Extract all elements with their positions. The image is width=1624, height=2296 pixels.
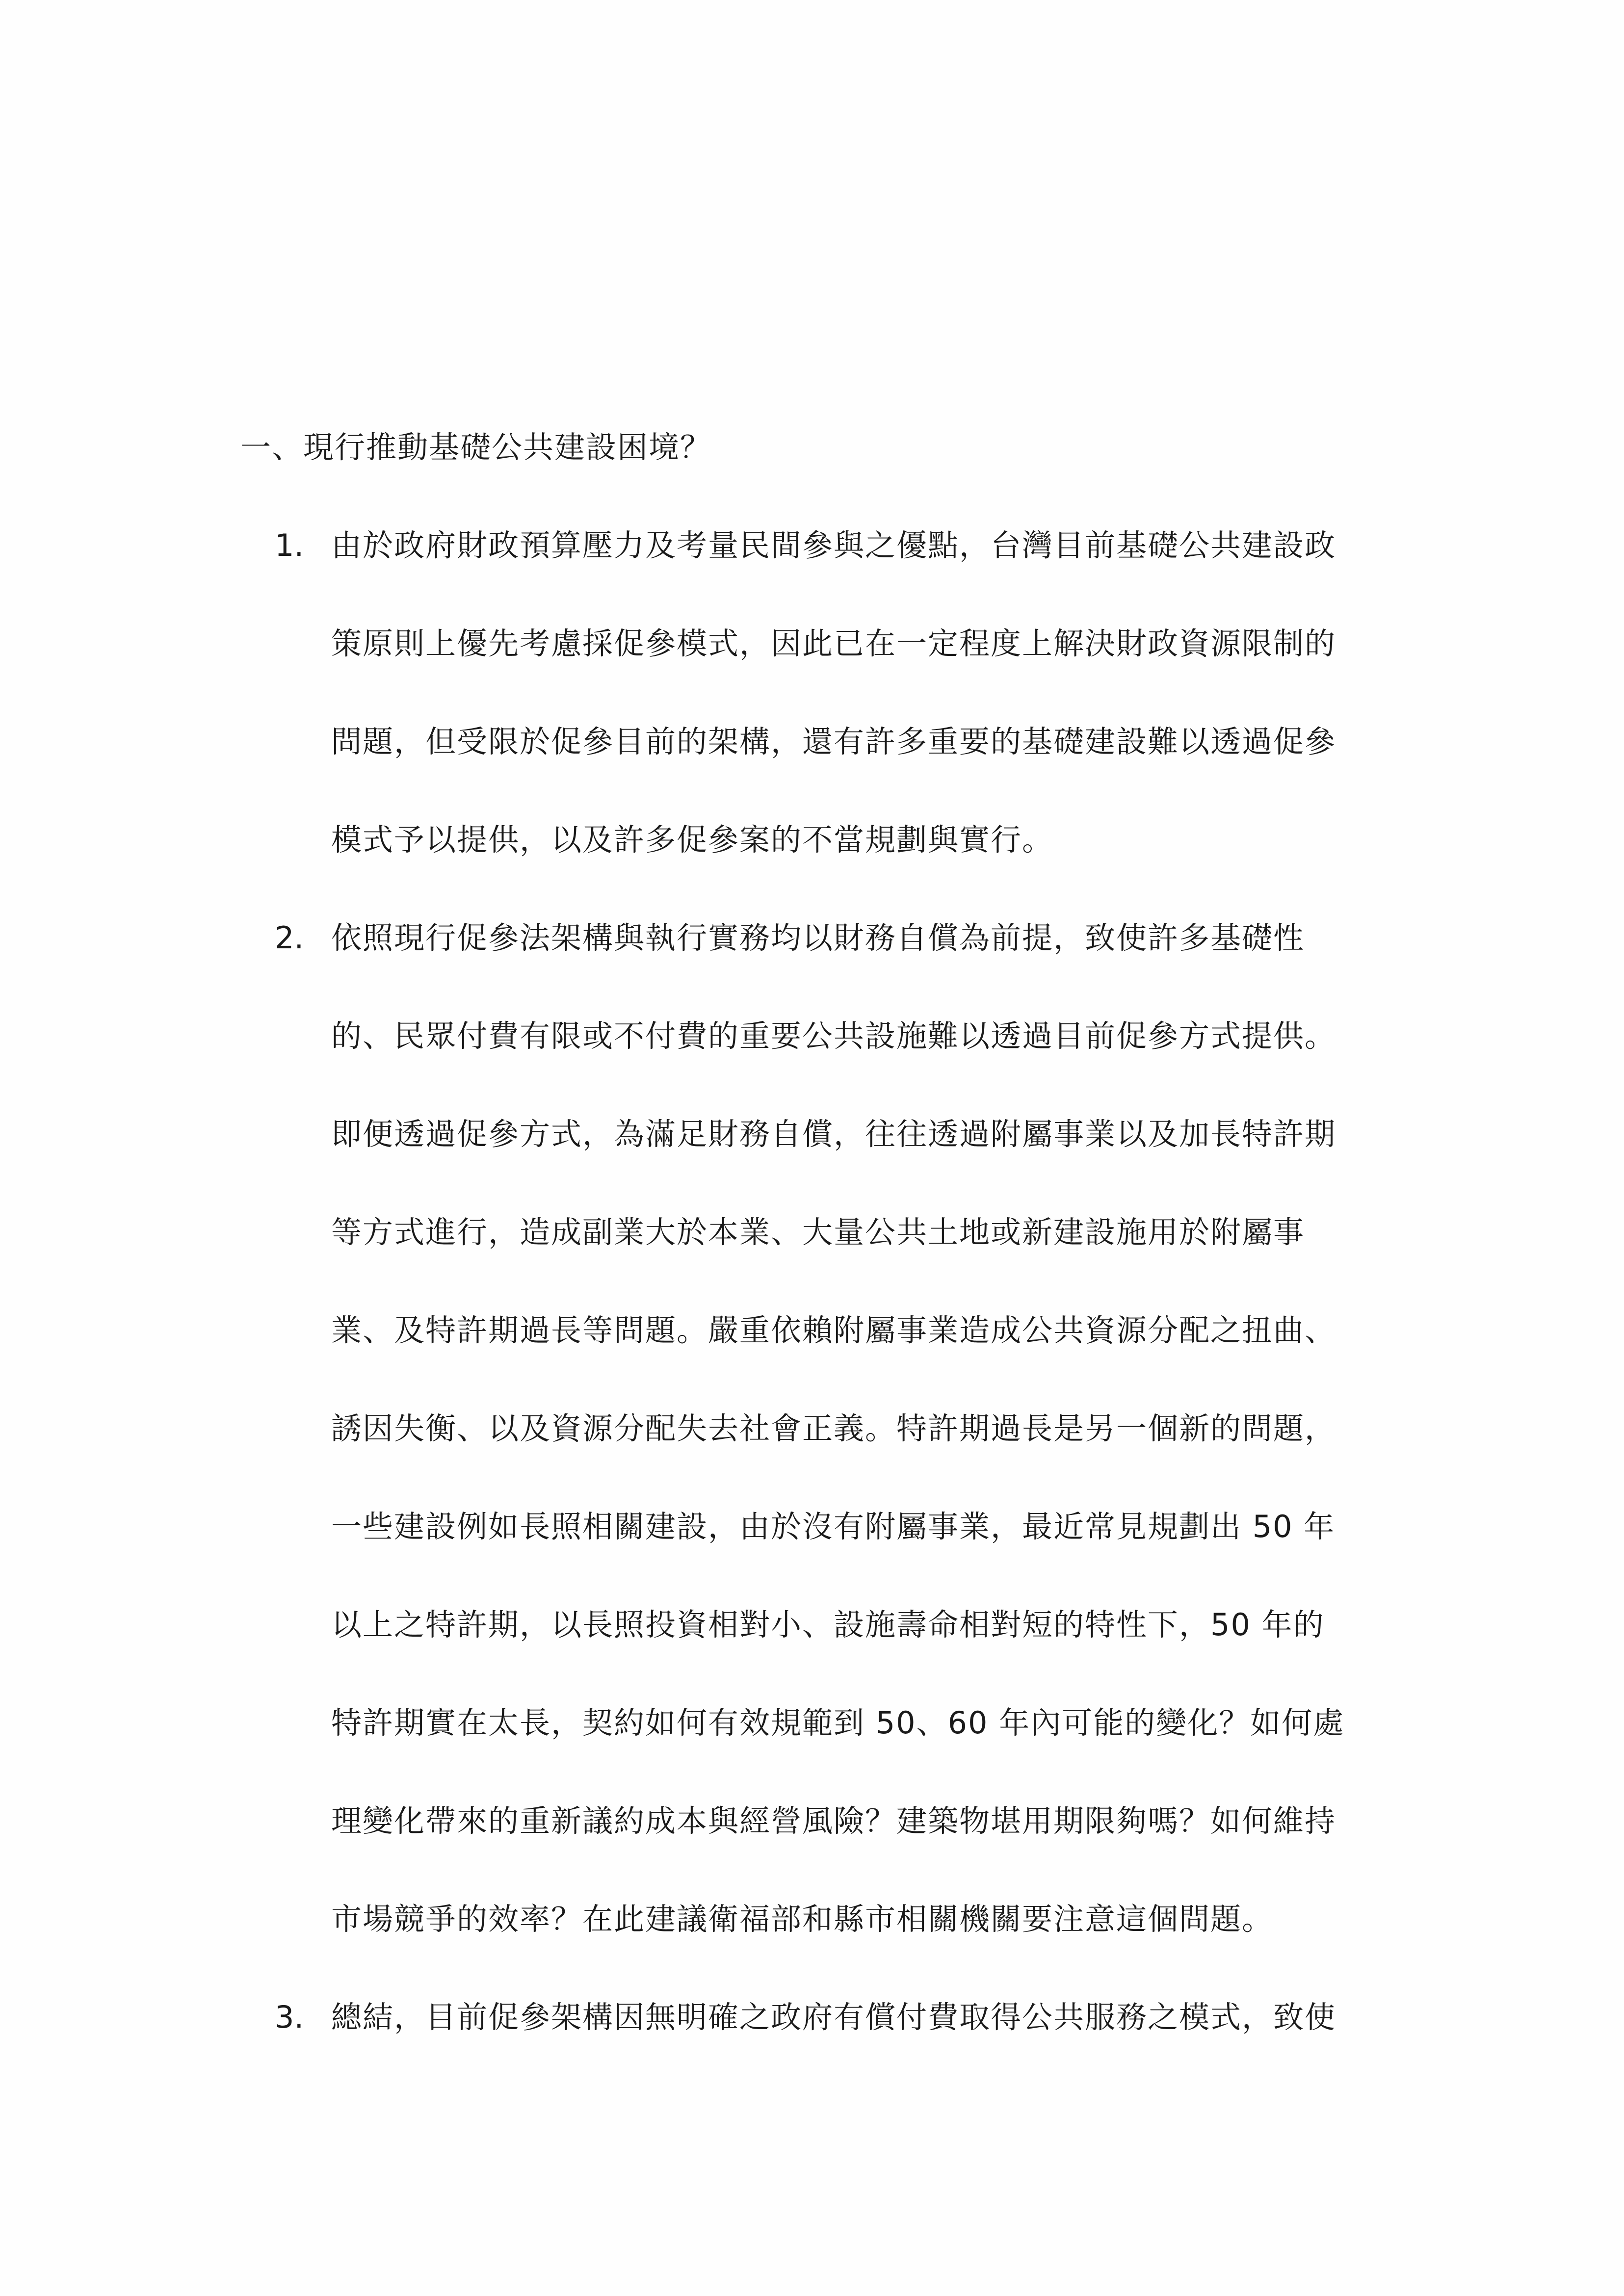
text-line: 由於政府財政預算壓力及考量民間參與之優點，台灣目前基礎公共建設政 xyxy=(331,527,1336,563)
text-line: 理變化帶來的重新議約成本與經營風險？建築物堪用期限夠嗎？如何維持 xyxy=(331,1803,1336,1839)
text-line: 以上之特許期，以長照投資相對小、設施壽命相對短的特性下，50 年的 xyxy=(331,1607,1325,1643)
text-line: 即便透過促參方式，為滿足財務自償，往往透過附屬事業以及加長特許期 xyxy=(331,1116,1336,1152)
text-line: 模式予以提供，以及許多促參案的不當規劃與實行。 xyxy=(331,822,1054,858)
text-line: 依照現行促參法架構與執行實務均以財務自償為前提，致使許多基礎性 xyxy=(331,920,1305,956)
list-item-text xyxy=(331,913,1403,1993)
list-item-text xyxy=(331,521,1403,913)
text-line: 特許期實在太長，契約如何有效規範到 50、60 年內可能的變化？如何處 xyxy=(331,1705,1345,1741)
list-item-text xyxy=(331,1993,1403,2091)
text-line: 的、民眾付費有限或不付費的重要公共設施難以透過目前促參方式提供。 xyxy=(331,1018,1336,1054)
list-item-number: 3. xyxy=(275,1999,304,2035)
list-item-number: 1. xyxy=(275,527,304,563)
text-line: 總結，目前促參架構因無明確之政府有償付費取得公共服務之模式，致使 xyxy=(331,1999,1336,2035)
section-heading: 一、現行推動基礎公共建設困境？ xyxy=(240,429,712,465)
text-line: 問題，但受限於促參目前的架構，還有許多重要的基礎建設難以透過促參 xyxy=(331,724,1336,759)
text-line: 等方式進行，造成副業大於本業、大量公共土地或新建設施用於附屬事 xyxy=(331,1214,1305,1250)
text-line: 一些建設例如長照相關建設，由於沒有附屬事業，最近常見規劃出 50 年 xyxy=(331,1509,1336,1544)
text-line: 市場競爭的效率？在此建議衛福部和縣市相關機關要注意這個問題。 xyxy=(331,1901,1274,1937)
list-item-number: 2. xyxy=(275,920,304,956)
text-line: 策原則上優先考慮採促參模式，因此已在一定程度上解決財政資源限制的 xyxy=(331,626,1336,661)
text-line: 業、及特許期過長等問題。嚴重依賴附屬事業造成公共資源分配之扭曲、 xyxy=(331,1312,1336,1348)
text-line: 誘因失衡、以及資源分配失去社會正義。特許期過長是另一個新的問題， xyxy=(331,1410,1336,1446)
